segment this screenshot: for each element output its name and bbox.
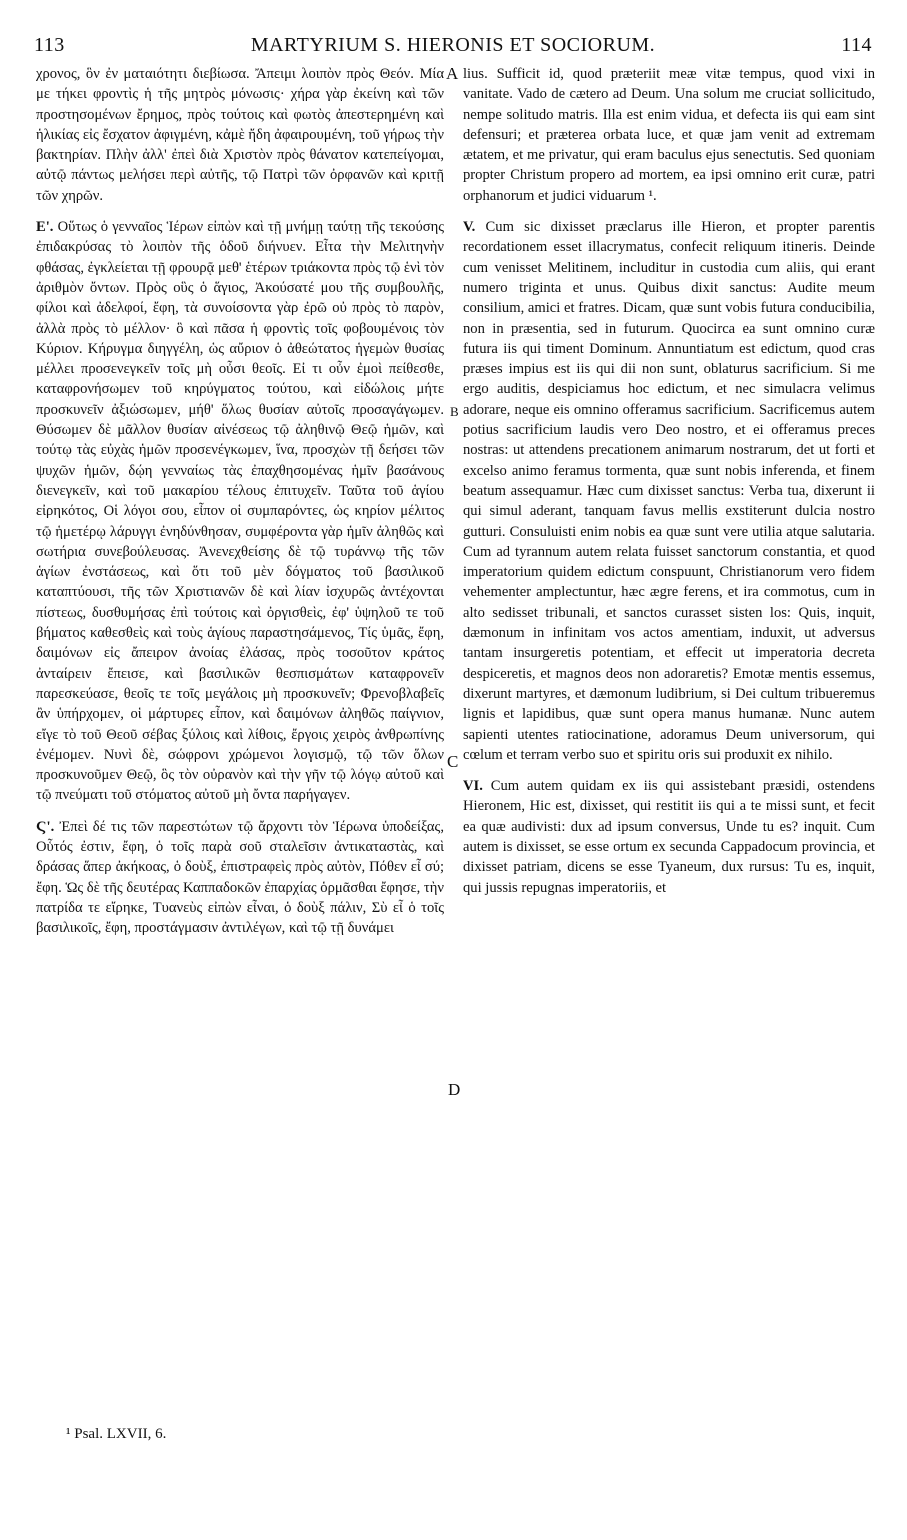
greek-paragraph-2-text: Οὕτως ὁ γενναῖος Ἱέρων εἰπὼν καὶ τῇ μνήμῃ ταύτῃ τῆς τεκούσης ἐπιδακρύσας τὸ λοιπὸν τῆς ὁδοῦ διήνυεν. Εἶτα τὴν Μελιτηνὴν φθάσας, ἐγκλείεται τῇ φρουρᾷ μεθ' ἑτέρων τριάκοντα πρὸς τῷ ἑνὶ τὸν ἀριθμὸν ὄντων. Πρὸς οὓς ὁ ἅγιος, Ἀκούσατέ μου τῆς συμβουλῆς, φίλοι καὶ ἀδελφοί, ἔφη, τὰ συνοίσοντα γὰρ ἐρῶ οὐ πρὸς τὸ παρὸν, ἀλλὰ πρὸς τὸ μέλλον· ὃ καὶ πᾶσα ἡ φροντὶς τοῖς φοβουμένοις τὸν Κύριον. Κήρυγμα διηγγέλη, ὡς αὔριον ὁ ἀθεώτατος ἡγεμὼν θυσίας μέλλει προσενεγκεῖν τοῖς μὴ οὖσι θεοῖς. Εἰ τι οὖν ἐμοὶ πείθεσθε, καταφρονήσωμεν τοῦ κηρύγματος τούτου, καὶ εἰδώλοις μήτε προσκυνεῖν ἀξιώσωμεν, μήθ' ὅλως θυσίαν αὐτοῖς προσαγάγωμεν. Θύσωμεν δὲ μᾶλλον θυσίαν αἰνέσεως τῷ ἀληθινῷ Θεῷ ἡμῶν, καὶ τούτῳ τὰς εὐχὰς ἡμῶν προσενέγκωμεν, ἵνα, προσχὼν τῇ δεήσει τῶν ψυχῶν ἡμῶν, δῴη γενναίως τὰς ἐπαχθησομένας ἡμῖν βασάνους διενεγκεῖν, καὶ τοῦ μακαρίου τέλους ἐπιτυχεῖν. Ταῦτα τοῦ ἁγίου εἰρηκότος, Οἱ λόγοι σου, εἶπον οἱ συμπαρόντες, ὡς κηρίον μέλιτος τῷ ἡμετέρῳ λάρυγγι ἐνηδύνθησαν, συμφέροντα γὰρ ἡμῖν ἀληθῶς καὶ σωτήρια συνεβούλευσας. Ἀνενεχθείσης δὲ τῷ τυράννῳ τῆς τῶν ἁγίων ἐνστάσεως, καὶ ὅτι τοῦ μὲν δόγματος τοῦ βασιλικοῦ καταπτύουσι, τῆς τῶν Χριστιανῶν δὲ καὶ λίαν ἰσχυρῶς ἀντέχονται πίστεως, δυσθυμήσας ἐπὶ τούτοις καὶ ὀργισθεὶς, ἐφ' ὑψηλοῦ τε τοῦ βήματος καθεσθεὶς καὶ τοὺς ἁγίους παραστησάμενος, Τίς ὑμᾶς, ἔφη, δαιμόνων εἰς ἄπειρον ἀνοίας ἐλάσας, πρὸς τοσοῦτον κράτος ἀνταίρειν ἔπεισε, καὶ βασιλικῶν θεσπισμάτων καταφρονεῖν παρεσκεύασε, θεοῖς τε τοῖς μεγάλοις μὴ προσκυνεῖν; Φρενοβλαβεῖς ἂν ὑπήρχομεν, οἱ μάρτυρες εἶπον, καὶ δαιμόνων ἀληθῶς παίγνιον, εἴγε τὸ τοῦ Θεοῦ σέβας ξύλοις καὶ λίθοις, ἔργοις χειρὸς ἀνθρωπίνης ἐνέμομεν. Νυνὶ δὲ, σώφρονι χρώμενοι λογισμῷ, τῷ τῶν ὅλων προσκυνοῦμεν Θεῷ, ὃς τὸν οὐρανὸν καὶ τὴν γῆν τῷ λόγῳ αὐτοῦ καὶ τῷ πνεύματι τοῦ στόματος αὐτοῦ μὴ ὄντα παρήγαγεν. [36, 219, 444, 804]
margin-marker-c: C [447, 752, 459, 771]
greek-paragraph-3 [36, 817, 444, 939]
latin-paragraph-2-text: Cum sic dixisset præclarus ille Hieron, et propter parentis recordationem esset illacrymatus, confecit reliquum itineris. Deinde cum venisset Melitinem, includitur in custodia cum aliis, qui erant numero triginta et unus. Quibus dixit sanctus: Audite meum consilium, amici et fratres. Dicam, quæ sunt vobis futura conducibilia, non in præsentia, sed in futurum. Quocirca ea sunt omnino curæ futura iis qui timent Dominum. Annuntiatum est edictum, quod cras præses impius est iis qui dii non sunt, oblaturus sacrificium. Si me ergo auditis, despiciamus hoc edictum, et nec simulacra velimus adorare, neque eis omnino offeramus sacrificium. Sacrificemus autem potius sacrificium laudis vero Deo nostro, et ei offeramus preces nostras: ut attendens precationem animarum nostrarum, det ut forti et excelso animo feramus tormenta, quæ sunt nobis inferenda, et finem beatum assequamur. Hæc cum dixisset sanctus: Verba tua, dixerunt ii qui simul aderant, tanquam favus mellis exstiterunt dulcia nostro gutturi. Consuluisti enim nobis ea quæ sunt vere utilia atque salutaria. Cum ad tyrannum autem relata fuisset sanctorum constantia, et quod imperatorium quidem edictum conspuunt, Christianorum vero fidem vehementer amplectuntur, hæc ægre ferens, et ira commotus, cum in alto sedisset tribunali, et sanctos curasset sisten los: Quis, inquit, dæmonum in infinitam vos actos amentiam, induxit, ut adversus tantam insurgeretis potentiam, et effecit ut imperatoria decreta despiceretis, et magnos deos non adoraretis? Emotæ mentis essemus, dixerunt martyres, et dæmonum ludibrium, si Dei cultum tribueremus lignis et lapidibus, quæ sunt opera manus humanæ. Nunc autem sapienti utentes ratiocinatione, adoramus Deum universorum, qui cœlum et terram verbo suo et spiritu oris sui produxit ex nihilo. [463, 219, 875, 763]
greek-paragraph-3-text: Ἐπεὶ δέ τις τῶν παρεστώτων τῷ ἄρχοντι τὸν Ἱέρωνα ὑποδείξας, Οὗτός ἐστιν, ἔφη, ὁ τοῖς παρὰ σοῦ σταλεῖσιν ἀντικαταστὰς, καὶ δράσας ἅπερ ἀκήκοας, ὁ δοὺξ, ἐπιστραφεὶς πρὸς αὐτὸν, Πόθεν εἶ σύ; ἔφη. Ὡς δὲ τῆς δευτέρας Καππαδοκῶν ἐπαρχίας ὁρμᾶσθαι ἔφησε, τὴν πατρίδα τε εἴρηκε, Τυανεὺς εἰπὼν εἶναι, ὁ δοὺξ πάλιν, Σὺ εἶ ὁ τοῖς βασιλικοῖς, ἔφη, προστάγμασιν ἀντιλέγων, καὶ τῷ τῇ δυνάμει [36, 818, 444, 937]
right-page-number: 114 [841, 34, 872, 56]
greek-section-number-6: Ϛ'. [36, 818, 55, 835]
greek-paragraph-1: χρονος, ὃν ἐν ματαιότητι διεβίωσα. Ἄπειμι λοιπὸν πρὸς Θεόν. Μία με τήκει φροντὶς ἡ τῆς μητρὸς μόνωσις· χήρα γὰρ ἐκείνη καὶ τῶν προστησομένων ἔρημος, πρὸς τούτοις καὶ φωτὸς ἀπεστερημένη καὶ ἡλικίας εἰς ἔσχατον ἀφιγμένη, κἀμὲ ἤδη ἀφαιρουμένη, τοῦ γήρως τὴν βακτηρίαν. Πλὴν ἀλλ' ἐπεὶ διὰ Χριστὸν πρὸς θάνατον κατεπείγομαι, αὐτῷ πάντως μελήσει περὶ αὐτῆς, τῷ Πατρὶ τῶν ὀρφανῶν καὶ κριτῇ τῶν χηρῶν. [36, 66, 444, 204]
greek-column [36, 64, 444, 938]
margin-marker-a: A [446, 64, 459, 83]
left-page-number: 113 [34, 34, 65, 56]
running-header [34, 34, 872, 58]
latin-paragraph-3-text: Cum autem quidam ex iis qui assistebant præsidi, ostendens Hieronem, Hic est, dixisset, qui restitit iis qui a te missi sunt, et fecit ea quæ audivisti: dux ad ipsum conversus, Unde tu es? inquit. Cum autem is dixisset, se esse ortum ex secunda Cappadocum provincia, et dixisset patriam, dicens se esse Tyaneum, dux rursus: Tu es, inquit, qui jussis repugnas imperatoriis, et [463, 778, 875, 896]
latin-section-number-5: V. [463, 219, 476, 236]
latin-paragraph-2 [463, 217, 875, 765]
running-title: MARTYRIUM S. HIERONIS ET SOCIORUM. [250, 34, 656, 56]
latin-section-number-6: VI. [463, 778, 483, 795]
latin-paragraph-1: lius. Sufficit id, quod præteriit meæ vitæ tempus, quod vixi in vanitate. Vado de cætero ad Deum. Una solum me cruciat sollicitudo, nempe solitudo matris. Illa est enim vidua, et defecta iis qui eam sint defensuri; et præterea orbata luce, et quæ jam venit ad extremam ætatem, et me privatur, qui eram baculus ejus senectutis. Sed quoniam propter Christum propero ad mortem, ea ipsi omnino erit curæ, patri orphanorum et judici viduarum ¹. [463, 66, 875, 204]
latin-column [463, 64, 875, 898]
latin-paragraph-3 [463, 776, 875, 898]
margin-marker-b: B [450, 404, 459, 419]
margin-marker-d: D [448, 1080, 461, 1099]
footnote: ¹ Psal. LXVII, 6. [66, 1426, 167, 1442]
greek-section-number-5: Ε'. [36, 219, 54, 236]
greek-paragraph-2 [36, 217, 444, 806]
